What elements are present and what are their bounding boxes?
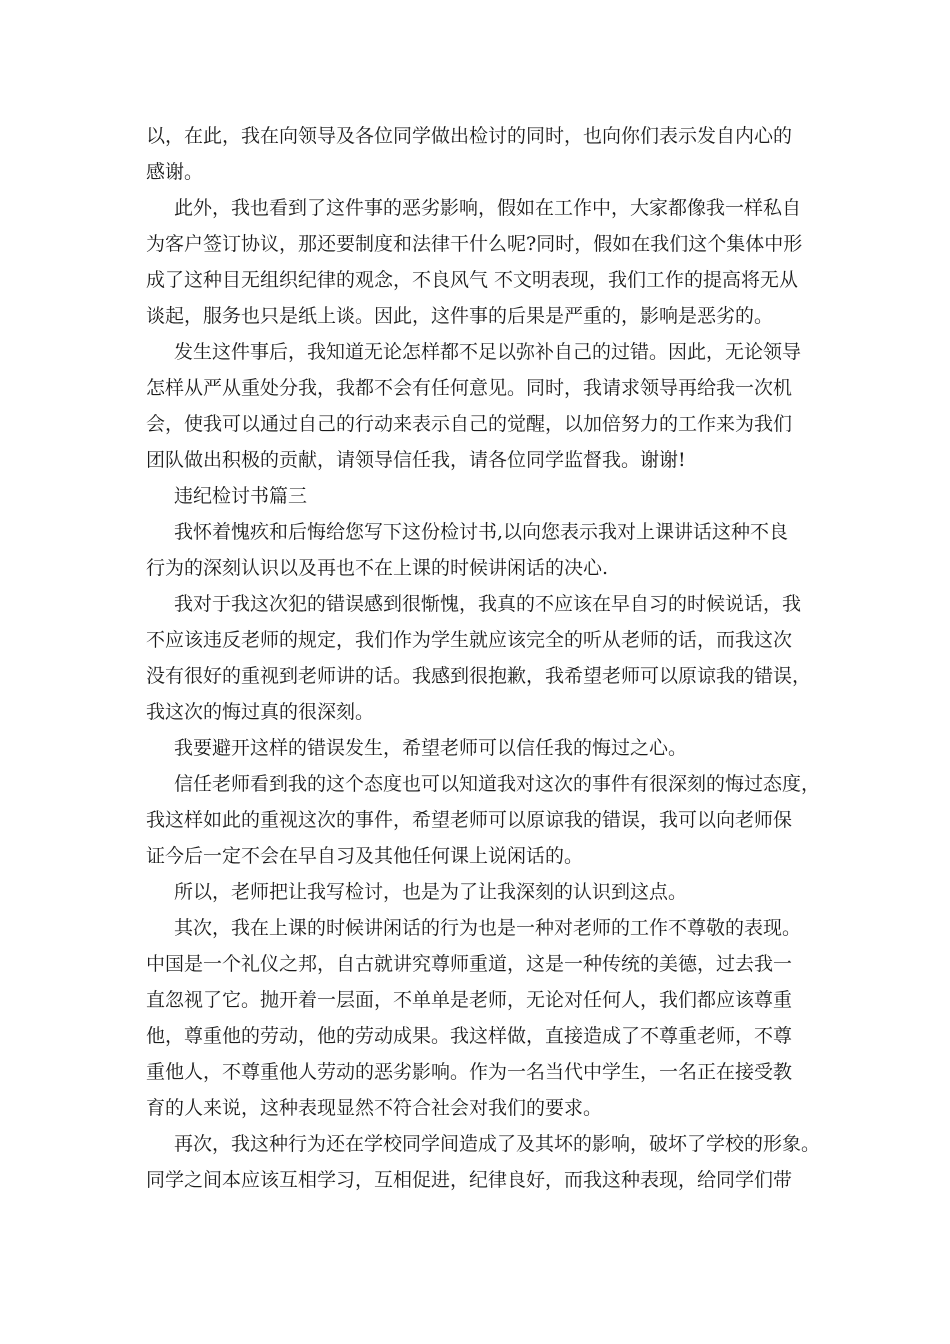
text-line: 我这样如此的重视这次的事件，希望老师可以原谅我的错误，我可以向老师保 [146,809,793,831]
text-line: 行为的深刻认识以及再也不在上课的时候讲闲话的决心. [146,557,609,579]
paragraph-first-line: 此外，我也看到了这件事的恶劣影响，假如在工作中，大家都像我一样私自 [174,197,802,219]
text-line: 谈起，服务也只是纸上谈。因此，这件事的后果是严重的，影响是恶劣的。 [146,305,774,327]
text-line: 感谢。 [146,161,204,183]
paragraph-first-line: 我要避开这样的错误发生，希望老师可以信任我的悔过之心。 [174,737,688,759]
paragraph-first-line: 我对于我这次犯的错误感到很惭愧，我真的不应该在早自习的时候说话，我 [174,593,802,615]
paragraph-first-line: 我怀着愧疚和后悔给您写下这份检讨书,以向您表示我对上课讲话这种不良 [174,521,789,543]
text-line: 成了这种目无组织纪律的观念，不良风气 不文明表现，我们工作的提高将无从 [146,269,799,291]
paragraph-first-line: 信任老师看到我的这个态度也可以知道我对这次的事件有很深刻的悔过态度， [174,773,821,795]
paragraph-first-line: 所以，老师把让我写检讨，也是为了让我深刻的认识到这点。 [174,881,688,903]
paragraph-first-line: 再次，我这种行为还在学校同学间造成了及其坏的影响，破坏了学校的形象。 [174,1133,821,1155]
text-line: 同学之间本应该互相学习，互相促进，纪律良好，而我这种表现，给同学们带 [146,1169,793,1191]
text-line: 会，使我可以通过自己的行动来表示自己的觉醒，以加倍努力的工作来为我们 [146,413,793,435]
text-line: 不应该违反老师的规定，我们作为学生就应该完全的听从老师的话，而我这次 [146,629,793,651]
section-heading: 违纪检讨书篇三 [174,485,308,507]
text-line: 中国是一个礼仪之邦，自古就讲究尊师重道，这是一种传统的美德，过去我一 [146,953,793,975]
text-line: 怎样从严从重处分我，我都不会有任何意见。同时，我请求领导再给我一次机 [146,377,793,399]
text-line: 团队做出积极的贡献，请领导信任我，请各位同学监督我。谢谢! [146,449,686,471]
text-line: 证今后一定不会在早自习及其他任何课上说闲话的。 [146,845,584,867]
paragraph-first-line: 发生这件事后，我知道无论怎样都不足以弥补自己的过错。因此，无论领导 [174,341,802,363]
text-line: 直忽视了它。抛开着一层面，不单单是老师，无论对任何人，我们都应该尊重 [146,989,793,1011]
text-line: 以，在此，我在向领导及各位同学做出检讨的同时，也向你们表示发自内心的 [146,125,793,147]
text-line: 他，尊重他的劳动，他的劳动成果。我这样做，直接造成了不尊重老师，不尊 [146,1025,793,1047]
text-line: 没有很好的重视到老师讲的话。我感到很抱歉，我希望老师可以原谅我的错误， [146,665,812,687]
text-line: 重他人，不尊重他人劳动的恶劣影响。作为一名当代中学生，一名正在接受教 [146,1061,793,1083]
paragraph-first-line: 其次，我在上课的时候讲闲话的行为也是一种对老师的工作不尊敬的表现。 [174,917,802,939]
text-line: 为客户签订协议，那还要制度和法律干什么呢?同时，假如在我们这个集体中形 [146,233,803,255]
text-line: 我这次的悔过真的很深刻。 [146,701,375,723]
text-line: 育的人来说，这种表现显然不符合社会对我们的要求。 [146,1097,603,1119]
